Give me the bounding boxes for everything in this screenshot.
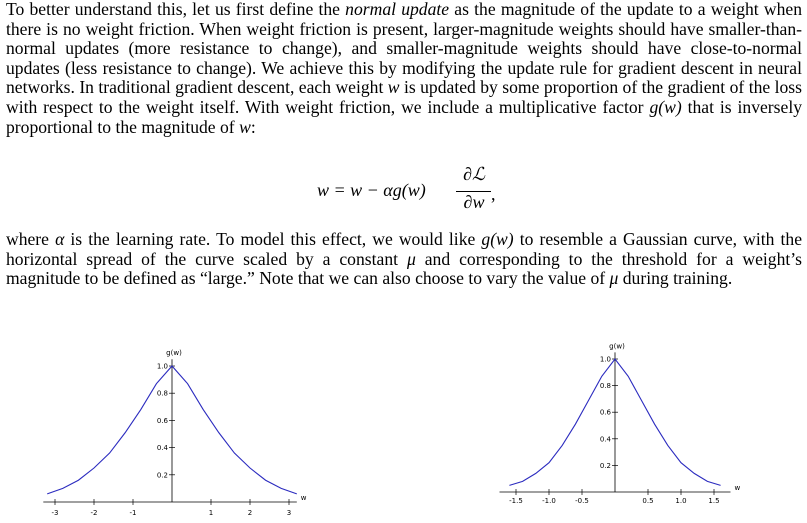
equation-lhs: w = w − αg(w) bbox=[317, 180, 426, 200]
left-plot-x-tick-label: -3 bbox=[51, 509, 59, 517]
right-plot-x-tick-label: 1.5 bbox=[708, 497, 720, 505]
left-plot-y-tick-label: 1.0 bbox=[156, 362, 168, 371]
left-plot-x-tick-label: 2 bbox=[247, 509, 253, 517]
right-plot-x-tick-label: -1.5 bbox=[509, 497, 523, 505]
paragraph-1 bbox=[6, 0, 802, 137]
right-plot-x-tick-label: -0.5 bbox=[575, 497, 589, 505]
equation-numerator: ∂ℒ bbox=[463, 164, 485, 184]
left-plot-x-tick-label: -2 bbox=[90, 509, 98, 517]
left-plot-y-tick-label: 0.8 bbox=[156, 389, 168, 398]
left-plot-x-tick-label: 3 bbox=[286, 509, 292, 517]
p2-text-5: during training. bbox=[618, 268, 733, 289]
right-plot-y-tick-label: 0.2 bbox=[599, 461, 611, 470]
right-plot-y-tick-label: 0.4 bbox=[599, 435, 611, 444]
left-plot-x-axis-label: w bbox=[300, 494, 307, 502]
p1-emphasis-normal-update: normal update bbox=[345, 0, 450, 19]
p1-text-3: is updated by some proportion of the gradient of the loss with respect to the weight itself. With weight friction, we include a multiplicative factor bbox=[6, 77, 803, 117]
right-plot-x-tick-label: -1.0 bbox=[542, 497, 556, 505]
p2-var-mu-1: μ bbox=[406, 248, 416, 269]
p2-var-mu-2: μ bbox=[609, 268, 619, 289]
left-plot-y-axis-label: g(w) bbox=[166, 349, 182, 358]
update-rule-equation bbox=[0, 164, 807, 216]
p2-var-gw: g(w) bbox=[481, 229, 514, 249]
p2-var-alpha: α bbox=[55, 229, 65, 249]
p1-var-w-2: w bbox=[239, 116, 251, 137]
equation-denominator: ∂w bbox=[463, 192, 485, 212]
gaussian-plot-wide bbox=[40, 340, 330, 523]
p1-text-5: : bbox=[250, 116, 256, 137]
p1-text-2: as the magnitude of the update to a weight when there is no weight friction. When weight friction is present, larger-magnitude weights should have smaller-than-normal updates (more resistance to change), and smaller-magnitude weights should have close-to-normal updates (less resistance to change). We achieve this by modifying the update rule for gradient descent in neural networks. In traditional gradient descent, each weight bbox=[6, 0, 802, 98]
left-plot-x-tick-label: 1 bbox=[208, 509, 214, 517]
p1-var-w-1: w bbox=[387, 77, 400, 98]
right-plot-x-axis-label: w bbox=[734, 484, 741, 492]
gaussian-plot-narrow bbox=[480, 335, 770, 523]
equation-comma: , bbox=[491, 184, 496, 204]
left-plot-y-tick-label: 0.2 bbox=[156, 471, 168, 480]
left-plot-y-tick-label: 0.6 bbox=[156, 416, 168, 425]
left-plot-y-tick-label: 0.4 bbox=[156, 444, 168, 453]
p1-text-4: that is inversely proportional to the magnitude of bbox=[6, 96, 802, 137]
right-plot-y-axis-label: g(w) bbox=[609, 342, 625, 351]
right-plot-x-tick-label: 0.5 bbox=[642, 497, 654, 505]
right-plot-y-tick-label: 1.0 bbox=[599, 355, 611, 364]
right-plot-x-tick-label: 1.0 bbox=[675, 497, 687, 505]
right-plot-y-tick-label: 0.6 bbox=[599, 408, 611, 417]
p2-text-3: to resemble a Gaussian curve, with the horizontal spread of the curve scaled by a constant bbox=[6, 229, 803, 269]
p2-text-1: where bbox=[6, 229, 56, 249]
p1-var-gw: g(w) bbox=[649, 96, 682, 117]
left-plot-x-tick-label: -1 bbox=[129, 509, 137, 517]
paragraph-2 bbox=[6, 230, 802, 289]
p1-text-1: To better understand this, let us first define the bbox=[6, 0, 346, 19]
p2-text-4: and corresponding to the threshold for a weight’s magnitude to be defined as “large.” Note that we can also choose to vary the value of bbox=[6, 248, 802, 289]
p2-text-2: is the learning rate. To model this effect, we would like bbox=[64, 229, 482, 249]
right-plot-y-tick-label: 0.8 bbox=[599, 382, 611, 391]
